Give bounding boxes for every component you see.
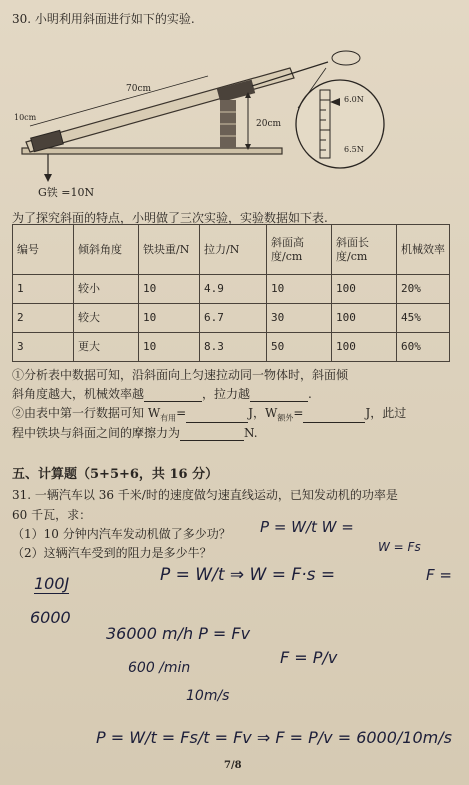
- handwriting-8: 600 /min: [128, 660, 191, 676]
- sub-question-2: （2）这辆汽车受到的阻力是多少牛？: [12, 546, 212, 560]
- table-header-cell: 机械效率: [397, 225, 450, 275]
- q2-sub-useful: 有用: [160, 413, 177, 423]
- table-cell: 50: [267, 333, 332, 362]
- table-header-cell: 拉力/N: [200, 225, 267, 275]
- table-cell: 2: [13, 304, 74, 333]
- q1-text-b: ，拉力越: [202, 387, 251, 401]
- q2-line-2: [12, 424, 258, 441]
- table-header-cell: 斜面长度/cm: [332, 225, 397, 275]
- table-cell: 10: [139, 304, 200, 333]
- page-number: 7/8: [224, 760, 242, 771]
- q2-text-a: ②由表中第一行数据可知 W: [12, 406, 161, 420]
- q1-text-c: .: [308, 387, 312, 401]
- q2-text-c: J，W: [248, 406, 278, 420]
- handwriting-1: P = W/t W =: [260, 518, 354, 536]
- table-cell: 10: [267, 275, 332, 304]
- table-cell: 6.7: [200, 304, 267, 333]
- sub-question-1: （1）10 分钟内汽车发动机做了多少功？: [12, 527, 231, 541]
- question-31-line-2: 60 千瓦，求：: [12, 508, 92, 522]
- q1-text-a: 斜角度越大，机械效率越: [12, 387, 145, 401]
- scale-bottom-label: 6.5N: [344, 145, 364, 154]
- table-cell: 100: [332, 304, 397, 333]
- answer-blank-friction[interactable]: [180, 428, 244, 441]
- q2-sub-extra: 额外: [277, 413, 294, 423]
- q2-text-e: J，此过: [365, 406, 407, 420]
- answer-blank-w-extra[interactable]: [303, 410, 365, 423]
- table-row: [13, 304, 450, 333]
- handwriting-9: F = P/v: [280, 648, 338, 667]
- table-cell: 10: [139, 275, 200, 304]
- q2-text-d: =: [293, 406, 304, 420]
- experiment-table: [12, 224, 450, 362]
- table-cell: 45%: [397, 304, 450, 333]
- table-cell: 较大: [74, 304, 139, 333]
- table-cell: 较小: [74, 275, 139, 304]
- question-31-line-1: 31. 一辆汽车以 36 千米/时的速度做匀速直线运动，已知发动机的功率是: [12, 488, 398, 502]
- answer-blank-force[interactable]: [250, 389, 308, 402]
- table-cell: 100: [332, 275, 397, 304]
- q1-line-2: [12, 385, 312, 402]
- table-header-cell: 编号: [13, 225, 74, 275]
- q2-line-1: [12, 404, 406, 423]
- handwriting-5: F =: [426, 566, 452, 584]
- handwriting-2: W = Fs: [378, 540, 421, 554]
- table-header-cell: 铁块重/N: [139, 225, 200, 275]
- table-cell: 30: [267, 304, 332, 333]
- handwriting-3: 100J: [34, 574, 70, 593]
- left-length-label: 10cm: [14, 113, 37, 122]
- table-row: [13, 275, 450, 304]
- table-cell: 更大: [74, 333, 139, 362]
- handwriting-4: P = W/t ⇒ W = F·s =: [160, 565, 336, 585]
- table-cell: 60%: [397, 333, 450, 362]
- table-header-cell: 斜面高度/cm: [267, 225, 332, 275]
- table-cell: 100: [332, 333, 397, 362]
- handwriting-10: 10m/s: [186, 688, 230, 704]
- table-cell: 20%: [397, 275, 450, 304]
- length-label: 70cm: [126, 84, 152, 94]
- table-header-row: [13, 225, 450, 275]
- handwriting-11: P = W/t = Fs/t = Fv ⇒ F = P/v = 6000/10m/s: [96, 728, 452, 747]
- scale-top-label: 6.0N: [344, 95, 364, 104]
- question-30-title: 30. 小明利用斜面进行如下的实验.: [12, 12, 195, 26]
- q2-text-b: =: [176, 406, 187, 420]
- q2-text-g: N.: [244, 426, 258, 440]
- table-cell: 10: [139, 333, 200, 362]
- answer-blank-w-useful[interactable]: [186, 410, 248, 423]
- q1-line-1: ①分析表中数据可知，沿斜面向上匀速拉动同一物体时，斜面倾: [12, 368, 349, 382]
- table-cell: 4.9: [200, 275, 267, 304]
- section-5-heading: 五、计算题（5+5+6，共 16 分）: [12, 467, 219, 482]
- weight-label: G铁 =10N: [38, 186, 95, 199]
- table-row: [13, 333, 450, 362]
- incline-diagram: [8, 38, 388, 203]
- answer-blank-efficiency[interactable]: [144, 389, 202, 402]
- table-header-cell: 倾斜角度: [74, 225, 139, 275]
- handwriting-7: 36000 m/h P = Fv: [106, 624, 251, 643]
- handwriting-6: 6000: [30, 608, 71, 627]
- table-cell: 1: [13, 275, 74, 304]
- height-label: 20cm: [256, 119, 282, 129]
- table-intro: 为了探究斜面的特点，小明做了三次实验，实验数据如下表.: [12, 211, 328, 225]
- table-cell: 3: [13, 333, 74, 362]
- q2-text-f: 程中铁块与斜面之间的摩擦力为: [12, 426, 181, 440]
- table-cell: 8.3: [200, 333, 267, 362]
